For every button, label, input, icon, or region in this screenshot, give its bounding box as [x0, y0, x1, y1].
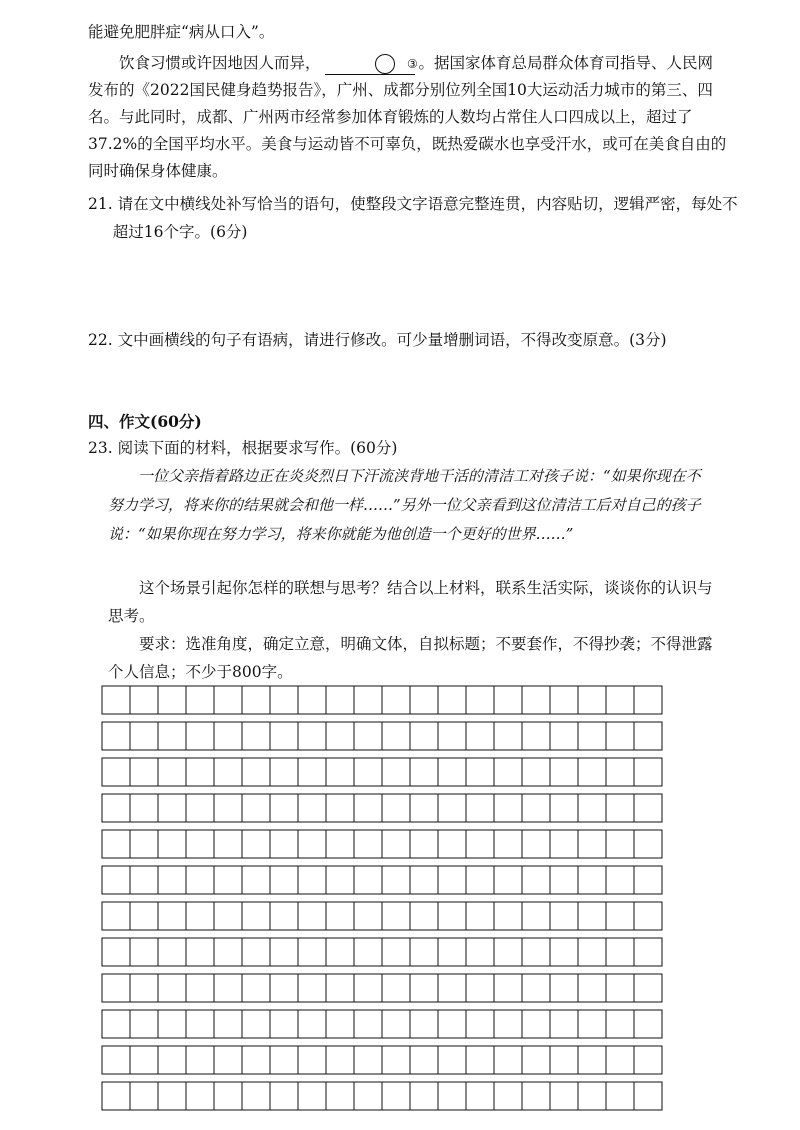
- grid-cell[interactable]: [522, 830, 550, 858]
- grid-cell[interactable]: [130, 1082, 158, 1110]
- grid-cell[interactable]: [130, 758, 158, 786]
- grid-cell[interactable]: [186, 686, 214, 714]
- grid-cell[interactable]: [158, 974, 186, 1002]
- grid-cell[interactable]: [466, 902, 494, 930]
- grid-cell[interactable]: [354, 1046, 382, 1074]
- grid-cell[interactable]: [158, 794, 186, 822]
- grid-cell[interactable]: [606, 902, 634, 930]
- grid-cell[interactable]: [242, 938, 270, 966]
- grid-cell[interactable]: [214, 686, 242, 714]
- grid-cell[interactable]: [354, 1082, 382, 1110]
- grid-cell[interactable]: [634, 902, 662, 930]
- grid-cell[interactable]: [634, 758, 662, 786]
- grid-cell[interactable]: [522, 938, 550, 966]
- grid-cell[interactable]: [578, 1046, 606, 1074]
- grid-cell[interactable]: [410, 938, 438, 966]
- grid-cell[interactable]: [522, 866, 550, 894]
- grid-cell[interactable]: [270, 866, 298, 894]
- grid-cell[interactable]: [298, 1046, 326, 1074]
- grid-cell[interactable]: [494, 902, 522, 930]
- grid-cell[interactable]: [130, 866, 158, 894]
- grid-cell[interactable]: [606, 1046, 634, 1074]
- grid-cell[interactable]: [326, 866, 354, 894]
- grid-cell[interactable]: [270, 1046, 298, 1074]
- grid-cell[interactable]: [550, 830, 578, 858]
- grid-cell[interactable]: [270, 758, 298, 786]
- grid-cell[interactable]: [158, 866, 186, 894]
- grid-cell[interactable]: [270, 938, 298, 966]
- grid-cell[interactable]: [382, 722, 410, 750]
- grid-cell[interactable]: [298, 722, 326, 750]
- grid-cell[interactable]: [326, 758, 354, 786]
- grid-cell[interactable]: [522, 974, 550, 1002]
- grid-cell[interactable]: [634, 1082, 662, 1110]
- grid-cell[interactable]: [578, 902, 606, 930]
- grid-cell[interactable]: [298, 758, 326, 786]
- grid-cell[interactable]: [494, 830, 522, 858]
- grid-cell[interactable]: [102, 794, 130, 822]
- grid-cell[interactable]: [102, 902, 130, 930]
- grid-cell[interactable]: [550, 722, 578, 750]
- grid-cell[interactable]: [186, 722, 214, 750]
- grid-cell[interactable]: [382, 866, 410, 894]
- grid-cell[interactable]: [438, 722, 466, 750]
- grid-cell[interactable]: [242, 1082, 270, 1110]
- grid-cell[interactable]: [214, 1046, 242, 1074]
- grid-cell[interactable]: [382, 1046, 410, 1074]
- grid-cell[interactable]: [578, 794, 606, 822]
- grid-cell[interactable]: [102, 866, 130, 894]
- passage-text-before-blank: 饮食习惯或许因地因人而异，: [119, 54, 321, 72]
- grid-cell[interactable]: [410, 758, 438, 786]
- grid-cell[interactable]: [522, 794, 550, 822]
- grid-cell[interactable]: [298, 974, 326, 1002]
- grid-cell[interactable]: [186, 830, 214, 858]
- grid-cell[interactable]: [382, 902, 410, 930]
- composition-material: 一位父亲指着路边正在炎炎烈日下汗流浃背地干活的清洁工对孩子说：“如果你现在不努力学习，将来你的结果就会和他一样……”另外一位父亲看到这位清洁工后对自己的孩子说：“如果你现在努力学习，将来你就能为他创造一个更好的世界……”: [108, 467, 701, 543]
- grid-cell[interactable]: [410, 794, 438, 822]
- grid-cell[interactable]: [242, 866, 270, 894]
- grid-cell[interactable]: [634, 1046, 662, 1074]
- question-21: 21. 请在文中横线处补写恰当的语句，使整段文字语意完整连贯，内容贴切，逻辑严密，每处不超过16个字。(6分): [88, 195, 738, 241]
- fill-blank-3[interactable]: [325, 54, 418, 75]
- grid-cell[interactable]: [102, 830, 130, 858]
- grid-cell[interactable]: [606, 830, 634, 858]
- grid-cell[interactable]: [382, 794, 410, 822]
- grid-cell[interactable]: [438, 1082, 466, 1110]
- grid-cell[interactable]: [214, 866, 242, 894]
- grid-cell[interactable]: [242, 1046, 270, 1074]
- grid-cell[interactable]: [410, 974, 438, 1002]
- grid-cell[interactable]: [214, 1082, 242, 1110]
- grid-cell[interactable]: [326, 722, 354, 750]
- grid-cell[interactable]: [354, 794, 382, 822]
- grid-cell[interactable]: [102, 938, 130, 966]
- grid-cell[interactable]: [466, 1082, 494, 1110]
- grid-cell[interactable]: [242, 722, 270, 750]
- grid-cell[interactable]: [270, 794, 298, 822]
- grid-cell[interactable]: [494, 866, 522, 894]
- grid-cell[interactable]: [550, 1010, 578, 1038]
- grid-cell[interactable]: [298, 866, 326, 894]
- grid-cell[interactable]: [158, 722, 186, 750]
- grid-cell[interactable]: [354, 758, 382, 786]
- grid-cell[interactable]: [634, 1010, 662, 1038]
- grid-cell[interactable]: [270, 686, 298, 714]
- grid-cell[interactable]: [298, 686, 326, 714]
- grid-cell[interactable]: [298, 830, 326, 858]
- grid-cell[interactable]: [578, 938, 606, 966]
- grid-cell[interactable]: [550, 866, 578, 894]
- grid-cell[interactable]: [606, 722, 634, 750]
- passage-paragraph: [88, 50, 728, 185]
- grid-cell[interactable]: [578, 1010, 606, 1038]
- grid-cell[interactable]: [242, 830, 270, 858]
- grid-cell[interactable]: [242, 902, 270, 930]
- grid-cell[interactable]: [634, 830, 662, 858]
- grid-cell[interactable]: [130, 974, 158, 1002]
- grid-cell[interactable]: [186, 1046, 214, 1074]
- grid-cell[interactable]: [494, 686, 522, 714]
- grid-cell[interactable]: [354, 1010, 382, 1038]
- grid-cell[interactable]: [550, 686, 578, 714]
- grid-cell[interactable]: [158, 1010, 186, 1038]
- grid-cell[interactable]: [214, 974, 242, 1002]
- grid-cell[interactable]: [298, 1010, 326, 1038]
- grid-cell[interactable]: [466, 794, 494, 822]
- grid-cell[interactable]: [634, 794, 662, 822]
- grid-cell[interactable]: [438, 1046, 466, 1074]
- grid-cell[interactable]: [354, 938, 382, 966]
- writing-grid[interactable]: [90, 682, 716, 1122]
- grid-cell[interactable]: [522, 1046, 550, 1074]
- grid-cell[interactable]: [354, 722, 382, 750]
- grid-cell[interactable]: [158, 830, 186, 858]
- grid-cell[interactable]: [466, 1046, 494, 1074]
- grid-cell[interactable]: [438, 686, 466, 714]
- grid-cell[interactable]: [466, 722, 494, 750]
- grid-cell[interactable]: [102, 758, 130, 786]
- grid-cell[interactable]: [186, 938, 214, 966]
- grid-cell[interactable]: [382, 938, 410, 966]
- grid-cell[interactable]: [550, 1046, 578, 1074]
- grid-cell[interactable]: [466, 974, 494, 1002]
- grid-cell[interactable]: [102, 1082, 130, 1110]
- grid-cell[interactable]: [578, 830, 606, 858]
- grid-cell[interactable]: [382, 1082, 410, 1110]
- grid-cell[interactable]: [242, 758, 270, 786]
- grid-cell[interactable]: [550, 974, 578, 1002]
- grid-cell[interactable]: [634, 722, 662, 750]
- grid-cell[interactable]: [578, 722, 606, 750]
- grid-cell[interactable]: [382, 1010, 410, 1038]
- grid-cell[interactable]: [298, 938, 326, 966]
- grid-cell[interactable]: [354, 830, 382, 858]
- grid-cell[interactable]: [606, 794, 634, 822]
- grid-cell[interactable]: [438, 866, 466, 894]
- section-heading-composition: 四、作文(60分): [88, 412, 202, 431]
- grid-cell[interactable]: [354, 686, 382, 714]
- grid-cell[interactable]: [298, 794, 326, 822]
- grid-cell[interactable]: [298, 902, 326, 930]
- grid-cell[interactable]: [130, 794, 158, 822]
- grid-cell[interactable]: [214, 794, 242, 822]
- grid-cell[interactable]: [494, 758, 522, 786]
- grid-cell[interactable]: [242, 1010, 270, 1038]
- grid-cell[interactable]: [522, 1082, 550, 1110]
- grid-cell[interactable]: [410, 1082, 438, 1110]
- grid-cell[interactable]: [130, 686, 158, 714]
- grid-cell[interactable]: [130, 830, 158, 858]
- grid-cell[interactable]: [410, 1046, 438, 1074]
- grid-cell[interactable]: [326, 974, 354, 1002]
- grid-cell[interactable]: [634, 938, 662, 966]
- grid-cell[interactable]: [550, 938, 578, 966]
- grid-cell[interactable]: [578, 758, 606, 786]
- grid-cell[interactable]: [298, 1082, 326, 1110]
- grid-cell[interactable]: [186, 794, 214, 822]
- grid-cell[interactable]: [466, 830, 494, 858]
- grid-cell[interactable]: [130, 938, 158, 966]
- grid-cell[interactable]: [102, 974, 130, 1002]
- grid-cell[interactable]: [130, 1046, 158, 1074]
- grid-cell[interactable]: [494, 1082, 522, 1110]
- grid-cell[interactable]: [326, 1082, 354, 1110]
- grid-cell[interactable]: [186, 1010, 214, 1038]
- grid-cell[interactable]: [102, 722, 130, 750]
- grid-cell[interactable]: [326, 902, 354, 930]
- grid-cell[interactable]: [438, 758, 466, 786]
- grid-cell[interactable]: [606, 974, 634, 1002]
- grid-cell[interactable]: [410, 830, 438, 858]
- grid-cell[interactable]: [578, 974, 606, 1002]
- grid-cell[interactable]: [522, 758, 550, 786]
- grid-cell[interactable]: [606, 938, 634, 966]
- grid-cell[interactable]: [130, 902, 158, 930]
- grid-cell[interactable]: [494, 794, 522, 822]
- grid-cell[interactable]: [438, 974, 466, 1002]
- grid-cell[interactable]: [158, 1046, 186, 1074]
- grid-cell[interactable]: [326, 1046, 354, 1074]
- passage-text-after-blank: 。据国家体育总局群众体育司指导、人民网发布的《2022国民健身趋势报告》，广州、成都分别位列全国10大运动活力城市的第三、四名。与此同时，成都、广州两市经常参加体育锻炼的人数均占常住人口四成以上，超过了37.2%的全国平均水平。美食与运动皆不可辜负，既热爱碳水也享受汗水，或可在美食自由的同时确保身体健康。: [88, 54, 727, 180]
- grid-cell[interactable]: [242, 686, 270, 714]
- grid-cell[interactable]: [606, 758, 634, 786]
- grid-cell[interactable]: [354, 974, 382, 1002]
- grid-cell[interactable]: [438, 902, 466, 930]
- grid-cell[interactable]: [522, 686, 550, 714]
- grid-cell[interactable]: [186, 758, 214, 786]
- grid-cell[interactable]: [354, 902, 382, 930]
- grid-cell[interactable]: [606, 1082, 634, 1110]
- grid-cell[interactable]: [494, 938, 522, 966]
- grid-cell[interactable]: [186, 974, 214, 1002]
- grid-cell[interactable]: [578, 1082, 606, 1110]
- grid-cell[interactable]: [634, 974, 662, 1002]
- grid-cell[interactable]: [466, 758, 494, 786]
- grid-cell[interactable]: [326, 1010, 354, 1038]
- grid-cell[interactable]: [410, 1010, 438, 1038]
- grid-cell[interactable]: [270, 722, 298, 750]
- grid-cell[interactable]: [242, 794, 270, 822]
- grid-cell[interactable]: [606, 866, 634, 894]
- grid-cell[interactable]: [410, 866, 438, 894]
- grid-cell[interactable]: [634, 866, 662, 894]
- grid-cell[interactable]: [466, 938, 494, 966]
- grid-cell[interactable]: [466, 686, 494, 714]
- grid-cell[interactable]: [438, 830, 466, 858]
- grid-cell[interactable]: [214, 938, 242, 966]
- grid-cell[interactable]: [270, 1082, 298, 1110]
- grid-cell[interactable]: [186, 1082, 214, 1110]
- grid-cell[interactable]: [130, 722, 158, 750]
- grid-cell[interactable]: [158, 686, 186, 714]
- grid-cell[interactable]: [382, 758, 410, 786]
- grid-cell[interactable]: [494, 1010, 522, 1038]
- grid-cell[interactable]: [494, 722, 522, 750]
- grid-cell[interactable]: [102, 1010, 130, 1038]
- grid-cell[interactable]: [438, 1010, 466, 1038]
- grid-cell[interactable]: [354, 866, 382, 894]
- question-22: 22. 文中画横线的句子有语病，请进行修改。可少量增删词语，不得改变原意。(3分): [88, 331, 667, 349]
- grid-cell[interactable]: [158, 902, 186, 930]
- grid-cell[interactable]: [270, 1010, 298, 1038]
- grid-cell[interactable]: [634, 686, 662, 714]
- grid-cell[interactable]: [550, 758, 578, 786]
- grid-cell[interactable]: [242, 974, 270, 1002]
- grid-cell[interactable]: [522, 722, 550, 750]
- grid-cell[interactable]: [186, 866, 214, 894]
- grid-cell[interactable]: [550, 794, 578, 822]
- grid-cell[interactable]: [410, 686, 438, 714]
- grid-cell[interactable]: [382, 830, 410, 858]
- grid-cell[interactable]: [522, 902, 550, 930]
- composition-prompt: 这个场景引起你怎样的联想与思考？结合以上材料，联系生活实际，谈谈你的认识与思考。: [108, 579, 713, 625]
- grid-cell[interactable]: [438, 794, 466, 822]
- grid-cell[interactable]: [270, 830, 298, 858]
- grid-cell[interactable]: [326, 830, 354, 858]
- grid-cell[interactable]: [270, 902, 298, 930]
- grid-cell[interactable]: [410, 722, 438, 750]
- grid-cell[interactable]: [186, 902, 214, 930]
- grid-cell[interactable]: [214, 902, 242, 930]
- grid-cell[interactable]: [158, 758, 186, 786]
- grid-cell[interactable]: [382, 686, 410, 714]
- question-23: 23. 阅读下面的材料，根据要求写作。(60分): [88, 439, 398, 457]
- blank-marker: ③: [375, 54, 395, 74]
- grid-cell[interactable]: [466, 866, 494, 894]
- grid-cell[interactable]: [578, 686, 606, 714]
- grid-cell[interactable]: [158, 1082, 186, 1110]
- grid-cell[interactable]: [494, 974, 522, 1002]
- grid-cell[interactable]: [550, 902, 578, 930]
- grid-cell[interactable]: [130, 1010, 158, 1038]
- grid-cell[interactable]: [158, 938, 186, 966]
- grid-cell[interactable]: [494, 1046, 522, 1074]
- grid-cell[interactable]: [438, 938, 466, 966]
- grid-cell[interactable]: [270, 974, 298, 1002]
- grid-cell[interactable]: [326, 938, 354, 966]
- grid-cell[interactable]: [466, 1010, 494, 1038]
- grid-cell[interactable]: [550, 1082, 578, 1110]
- grid-cell[interactable]: [606, 686, 634, 714]
- grid-cell[interactable]: [102, 686, 130, 714]
- grid-cell[interactable]: [102, 1046, 130, 1074]
- grid-cell[interactable]: [214, 1010, 242, 1038]
- grid-cell[interactable]: [326, 794, 354, 822]
- grid-cell[interactable]: [522, 1010, 550, 1038]
- passage-line-0: 能避免肥胖症“病从口入”。: [88, 23, 275, 41]
- grid-cell[interactable]: [326, 686, 354, 714]
- composition-requirements: 要求：选准角度，确定立意，明确文体，自拟标题；不要套作，不得抄袭；不得泄露个人信息；不少于800字。: [108, 635, 713, 681]
- grid-cell[interactable]: [214, 830, 242, 858]
- grid-cell[interactable]: [214, 722, 242, 750]
- grid-cell[interactable]: [578, 866, 606, 894]
- grid-cell[interactable]: [606, 1010, 634, 1038]
- grid-cell[interactable]: [214, 758, 242, 786]
- grid-cell[interactable]: [410, 902, 438, 930]
- grid-cell[interactable]: [382, 974, 410, 1002]
